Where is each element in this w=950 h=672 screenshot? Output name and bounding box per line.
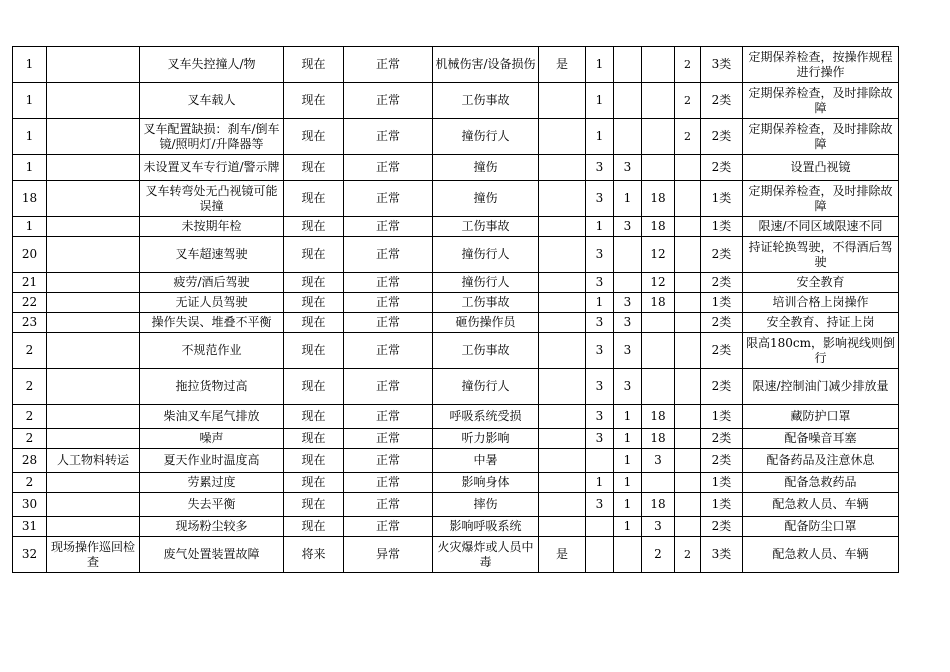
risk-level-cell: 1类 (701, 181, 743, 217)
law-flag-cell: 是 (539, 537, 586, 573)
score-e-cell: 1 (614, 517, 642, 537)
hazard-source-cell: 废气处置装置故障 (140, 537, 284, 573)
work-area-cell (47, 517, 140, 537)
score-d-cell (675, 493, 701, 517)
possible-result-cell: 撞伤行人 (433, 237, 539, 273)
score-c-cell: 18 (642, 429, 675, 449)
score-l-cell: 1 (586, 119, 614, 155)
score-d-cell (675, 473, 701, 493)
risk-level-cell: 3类 (701, 47, 743, 83)
control-measure-cell: 限速/不同区域限速不同 (743, 217, 899, 237)
control-measure-cell: 配备急救药品 (743, 473, 899, 493)
score-e-cell: 1 (614, 473, 642, 493)
condition-cell: 正常 (344, 237, 433, 273)
control-measure-cell: 定期保养检查，及时排除故障 (743, 83, 899, 119)
work-area-cell (47, 429, 140, 449)
score-c-cell (642, 47, 675, 83)
score-e-cell: 3 (614, 155, 642, 181)
risk-level-cell: 2类 (701, 119, 743, 155)
score-l-cell: 1 (586, 473, 614, 493)
control-measure-cell: 配急救人员、车辆 (743, 493, 899, 517)
possible-result-cell: 中暑 (433, 449, 539, 473)
table-row (13, 369, 899, 405)
score-d-cell (675, 333, 701, 369)
score-e-cell (614, 47, 642, 83)
law-flag-cell (539, 449, 586, 473)
work-area-cell (47, 273, 140, 293)
time-state-cell: 现在 (284, 273, 344, 293)
row-number-cell: 1 (13, 217, 47, 237)
score-c-cell (642, 313, 675, 333)
score-l-cell: 3 (586, 369, 614, 405)
table-row (13, 473, 899, 493)
score-e-cell (614, 537, 642, 573)
possible-result-cell: 火灾爆炸或人员中毒 (433, 537, 539, 573)
risk-level-cell: 2类 (701, 83, 743, 119)
table-row (13, 83, 899, 119)
risk-level-cell: 2类 (701, 237, 743, 273)
possible-result-cell: 工伤事故 (433, 83, 539, 119)
time-state-cell: 现在 (284, 473, 344, 493)
score-l-cell: 3 (586, 333, 614, 369)
time-state-cell: 现在 (284, 155, 344, 181)
score-d-cell (675, 313, 701, 333)
time-state-cell: 现在 (284, 237, 344, 273)
score-c-cell (642, 333, 675, 369)
work-area-cell (47, 473, 140, 493)
control-measure-cell: 限高180cm，影响视线则倒行 (743, 333, 899, 369)
table-row (13, 217, 899, 237)
score-c-cell: 18 (642, 493, 675, 517)
time-state-cell: 现在 (284, 47, 344, 83)
work-area-cell (47, 237, 140, 273)
law-flag-cell (539, 429, 586, 449)
control-measure-cell: 设置凸视镜 (743, 155, 899, 181)
score-e-cell: 1 (614, 493, 642, 517)
score-c-cell: 18 (642, 405, 675, 429)
risk-level-cell: 2类 (701, 155, 743, 181)
possible-result-cell: 听力影响 (433, 429, 539, 449)
hazard-source-cell: 操作失误、堆叠不平衡 (140, 313, 284, 333)
condition-cell: 正常 (344, 369, 433, 405)
score-c-cell: 18 (642, 181, 675, 217)
law-flag-cell (539, 493, 586, 517)
score-l-cell: 1 (586, 47, 614, 83)
score-d-cell: 2 (675, 119, 701, 155)
control-measure-cell: 安全教育、持证上岗 (743, 313, 899, 333)
risk-level-cell: 2类 (701, 429, 743, 449)
condition-cell: 正常 (344, 405, 433, 429)
time-state-cell: 现在 (284, 429, 344, 449)
table-row (13, 273, 899, 293)
time-state-cell: 现在 (284, 83, 344, 119)
score-e-cell (614, 83, 642, 119)
law-flag-cell (539, 181, 586, 217)
condition-cell: 正常 (344, 473, 433, 493)
work-area-cell (47, 155, 140, 181)
time-state-cell: 现在 (284, 369, 344, 405)
score-l-cell: 3 (586, 155, 614, 181)
score-l-cell (586, 517, 614, 537)
score-e-cell: 3 (614, 369, 642, 405)
time-state-cell: 现在 (284, 333, 344, 369)
row-number-cell: 2 (13, 429, 47, 449)
risk-level-cell: 2类 (701, 369, 743, 405)
control-measure-cell: 藏防护口罩 (743, 405, 899, 429)
score-d-cell (675, 293, 701, 313)
table-row (13, 155, 899, 181)
risk-level-cell: 2类 (701, 273, 743, 293)
control-measure-cell: 配备噪音耳塞 (743, 429, 899, 449)
control-measure-cell: 安全教育 (743, 273, 899, 293)
score-e-cell: 1 (614, 181, 642, 217)
score-d-cell (675, 155, 701, 181)
condition-cell: 正常 (344, 83, 433, 119)
score-d-cell (675, 273, 701, 293)
risk-level-cell: 1类 (701, 405, 743, 429)
hazard-source-cell: 噪声 (140, 429, 284, 449)
score-e-cell (614, 237, 642, 273)
hazard-source-cell: 现场粉尘较多 (140, 517, 284, 537)
hazard-source-cell: 柴油叉车尾气排放 (140, 405, 284, 429)
risk-level-cell: 3类 (701, 537, 743, 573)
row-number-cell: 1 (13, 119, 47, 155)
risk-level-cell: 2类 (701, 333, 743, 369)
hazard-source-cell: 拖拉货物过高 (140, 369, 284, 405)
law-flag-cell (539, 155, 586, 181)
score-c-cell: 3 (642, 449, 675, 473)
score-d-cell (675, 237, 701, 273)
hazard-source-cell: 叉车失控撞人/物 (140, 47, 284, 83)
table-row (13, 517, 899, 537)
table-row (13, 181, 899, 217)
table-row (13, 333, 899, 369)
work-area-cell (47, 333, 140, 369)
score-l-cell (586, 537, 614, 573)
condition-cell: 正常 (344, 313, 433, 333)
row-number-cell: 2 (13, 405, 47, 429)
work-area-cell (47, 369, 140, 405)
score-d-cell: 2 (675, 537, 701, 573)
score-d-cell: 2 (675, 47, 701, 83)
score-e-cell (614, 273, 642, 293)
time-state-cell: 现在 (284, 119, 344, 155)
condition-cell: 正常 (344, 517, 433, 537)
law-flag-cell (539, 473, 586, 493)
table-body (13, 47, 899, 573)
law-flag-cell (539, 273, 586, 293)
work-area-cell (47, 119, 140, 155)
hazard-source-cell: 叉车超速驾驶 (140, 237, 284, 273)
hazard-source-cell: 未设置叉车专行道/警示牌 (140, 155, 284, 181)
row-number-cell: 2 (13, 473, 47, 493)
row-number-cell: 20 (13, 237, 47, 273)
possible-result-cell: 工伤事故 (433, 293, 539, 313)
row-number-cell: 28 (13, 449, 47, 473)
score-l-cell (586, 449, 614, 473)
score-l-cell: 3 (586, 181, 614, 217)
score-d-cell (675, 517, 701, 537)
table-row (13, 493, 899, 517)
row-number-cell: 21 (13, 273, 47, 293)
score-d-cell (675, 217, 701, 237)
work-area-cell (47, 181, 140, 217)
score-d-cell (675, 181, 701, 217)
law-flag-cell (539, 83, 586, 119)
possible-result-cell: 呼吸系统受损 (433, 405, 539, 429)
hazard-source-cell: 未按期年检 (140, 217, 284, 237)
condition-cell: 正常 (344, 293, 433, 313)
score-c-cell: 12 (642, 237, 675, 273)
condition-cell: 正常 (344, 217, 433, 237)
possible-result-cell: 撞伤行人 (433, 119, 539, 155)
time-state-cell: 现在 (284, 313, 344, 333)
risk-assessment-table (12, 46, 899, 573)
risk-level-cell: 1类 (701, 217, 743, 237)
law-flag-cell (539, 237, 586, 273)
time-state-cell: 现在 (284, 293, 344, 313)
work-area-cell (47, 217, 140, 237)
score-e-cell: 3 (614, 333, 642, 369)
law-flag-cell (539, 333, 586, 369)
hazard-source-cell: 叉车载人 (140, 83, 284, 119)
control-measure-cell: 配急救人员、车辆 (743, 537, 899, 573)
score-d-cell (675, 429, 701, 449)
law-flag-cell (539, 217, 586, 237)
score-d-cell: 2 (675, 83, 701, 119)
score-c-cell (642, 473, 675, 493)
score-c-cell (642, 83, 675, 119)
possible-result-cell: 摔伤 (433, 493, 539, 517)
row-number-cell: 23 (13, 313, 47, 333)
score-c-cell (642, 155, 675, 181)
possible-result-cell: 撞伤行人 (433, 273, 539, 293)
control-measure-cell: 配备药品及注意休息 (743, 449, 899, 473)
time-state-cell: 现在 (284, 405, 344, 429)
control-measure-cell: 持证轮换驾驶，不得酒后驾驶 (743, 237, 899, 273)
law-flag-cell (539, 119, 586, 155)
condition-cell: 正常 (344, 119, 433, 155)
row-number-cell: 18 (13, 181, 47, 217)
work-area-cell (47, 405, 140, 429)
risk-level-cell: 2类 (701, 517, 743, 537)
law-flag-cell (539, 405, 586, 429)
possible-result-cell: 撞伤行人 (433, 369, 539, 405)
condition-cell: 正常 (344, 333, 433, 369)
condition-cell: 正常 (344, 449, 433, 473)
control-measure-cell: 定期保养检查，按操作规程进行操作 (743, 47, 899, 83)
table-row (13, 429, 899, 449)
table-row (13, 237, 899, 273)
control-measure-cell: 配备防尘口罩 (743, 517, 899, 537)
work-area-cell (47, 313, 140, 333)
law-flag-cell: 是 (539, 47, 586, 83)
risk-level-cell: 1类 (701, 493, 743, 517)
control-measure-cell: 限速/控制油门减少排放量 (743, 369, 899, 405)
condition-cell: 正常 (344, 273, 433, 293)
hazard-source-cell: 无证人员驾驶 (140, 293, 284, 313)
condition-cell: 正常 (344, 429, 433, 449)
condition-cell: 正常 (344, 155, 433, 181)
score-c-cell: 18 (642, 293, 675, 313)
law-flag-cell (539, 313, 586, 333)
score-d-cell (675, 405, 701, 429)
row-number-cell: 32 (13, 537, 47, 573)
condition-cell: 正常 (344, 47, 433, 83)
table-row (13, 119, 899, 155)
possible-result-cell: 影响身体 (433, 473, 539, 493)
hazard-source-cell: 叉车转弯处无凸视镜可能误撞 (140, 181, 284, 217)
risk-level-cell: 1类 (701, 293, 743, 313)
risk-level-cell: 2类 (701, 449, 743, 473)
control-measure-cell: 培训合格上岗操作 (743, 293, 899, 313)
score-l-cell: 3 (586, 237, 614, 273)
risk-level-cell: 2类 (701, 313, 743, 333)
score-c-cell: 2 (642, 537, 675, 573)
hazard-source-cell: 夏天作业时温度高 (140, 449, 284, 473)
work-area-cell (47, 293, 140, 313)
control-measure-cell: 定期保养检查，及时排除故障 (743, 119, 899, 155)
row-number-cell: 2 (13, 369, 47, 405)
risk-level-cell: 1类 (701, 473, 743, 493)
possible-result-cell: 机械伤害/设备损伤 (433, 47, 539, 83)
possible-result-cell: 工伤事故 (433, 333, 539, 369)
score-e-cell: 1 (614, 449, 642, 473)
row-number-cell: 30 (13, 493, 47, 517)
score-l-cell: 3 (586, 493, 614, 517)
score-c-cell (642, 119, 675, 155)
time-state-cell: 现在 (284, 493, 344, 517)
work-area-cell: 人工物料转运 (47, 449, 140, 473)
control-measure-cell: 定期保养检查，及时排除故障 (743, 181, 899, 217)
score-l-cell: 3 (586, 273, 614, 293)
law-flag-cell (539, 517, 586, 537)
hazard-source-cell: 疲劳/酒后驾驶 (140, 273, 284, 293)
possible-result-cell: 撞伤 (433, 181, 539, 217)
table-row (13, 47, 899, 83)
score-l-cell: 1 (586, 83, 614, 119)
score-d-cell (675, 369, 701, 405)
score-l-cell: 1 (586, 293, 614, 313)
table-row (13, 313, 899, 333)
score-c-cell (642, 369, 675, 405)
time-state-cell: 现在 (284, 217, 344, 237)
row-number-cell: 2 (13, 333, 47, 369)
score-e-cell: 3 (614, 313, 642, 333)
condition-cell: 正常 (344, 493, 433, 517)
work-area-cell (47, 493, 140, 517)
possible-result-cell: 砸伤操作员 (433, 313, 539, 333)
possible-result-cell: 撞伤 (433, 155, 539, 181)
score-c-cell: 18 (642, 217, 675, 237)
condition-cell: 正常 (344, 181, 433, 217)
table-row (13, 293, 899, 313)
time-state-cell: 现在 (284, 517, 344, 537)
row-number-cell: 22 (13, 293, 47, 313)
hazard-source-cell: 失去平衡 (140, 493, 284, 517)
score-e-cell (614, 119, 642, 155)
score-e-cell: 3 (614, 293, 642, 313)
work-area-cell (47, 83, 140, 119)
table-row (13, 405, 899, 429)
possible-result-cell: 影响呼吸系统 (433, 517, 539, 537)
hazard-source-cell: 劳累过度 (140, 473, 284, 493)
score-e-cell: 3 (614, 217, 642, 237)
hazard-source-cell: 不规范作业 (140, 333, 284, 369)
table-row (13, 537, 899, 573)
row-number-cell: 1 (13, 155, 47, 181)
score-e-cell: 1 (614, 429, 642, 449)
row-number-cell: 1 (13, 47, 47, 83)
score-l-cell: 3 (586, 405, 614, 429)
law-flag-cell (539, 369, 586, 405)
work-area-cell (47, 47, 140, 83)
condition-cell: 异常 (344, 537, 433, 573)
time-state-cell: 现在 (284, 181, 344, 217)
hazard-source-cell: 叉车配置缺损：刹车/倒车镜/照明灯/升降器等 (140, 119, 284, 155)
time-state-cell: 将来 (284, 537, 344, 573)
row-number-cell: 31 (13, 517, 47, 537)
score-e-cell: 1 (614, 405, 642, 429)
possible-result-cell: 工伤事故 (433, 217, 539, 237)
law-flag-cell (539, 293, 586, 313)
score-c-cell: 3 (642, 517, 675, 537)
score-d-cell (675, 449, 701, 473)
score-c-cell: 12 (642, 273, 675, 293)
work-area-cell: 现场操作巡回检查 (47, 537, 140, 573)
row-number-cell: 1 (13, 83, 47, 119)
score-l-cell: 1 (586, 217, 614, 237)
table-row (13, 449, 899, 473)
score-l-cell: 3 (586, 313, 614, 333)
score-l-cell: 3 (586, 429, 614, 449)
time-state-cell: 现在 (284, 449, 344, 473)
